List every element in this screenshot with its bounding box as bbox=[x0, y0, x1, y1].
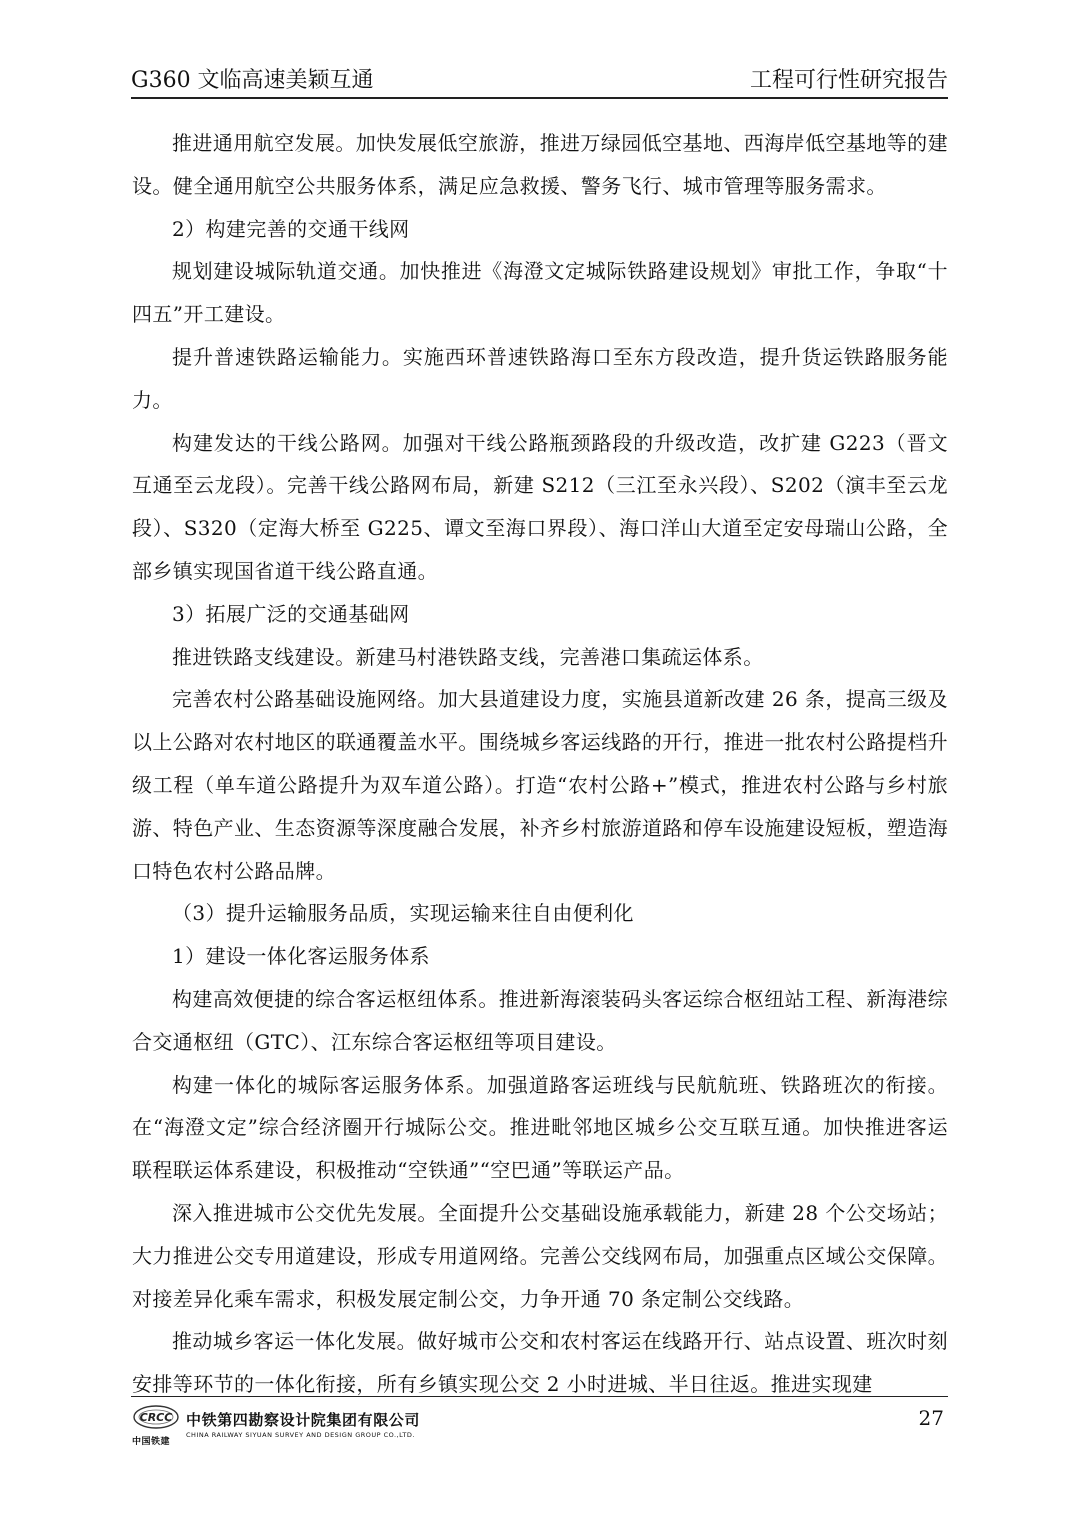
subheading-2: 2）构建完善的交通干线网 bbox=[172, 216, 410, 241]
logo-text: 中国铁建 bbox=[132, 1437, 171, 1447]
company-name-cn: 中铁第四勘察设计院集团有限公司 bbox=[186, 1411, 421, 1429]
paragraph-12: 构建一体化的城际客运服务体系。加强道路客运班线与民航航班、铁路班次的衔接。在“海澄文定”综合经济圈开行城际公交。推进毗邻地区城乡公交互联互通。加快推进客运联程联运体系建设，积极推动“空铁通”“空巴通”等联运产品。 bbox=[132, 1072, 948, 1183]
paragraph-13: 深入推进城市公交优先发展。全面提升公交基础设施承载能力，新建 28 个公交场站；大力推进公交专用道建设，形成专用道网络。完善公交线网布局，加强重点区域公交保障。对接差异化乘车需求，积极发展定制公交，力争开通 70 条定制公交线路。 bbox=[132, 1200, 948, 1311]
page-header bbox=[131, 62, 948, 94]
paragraph-4: 提升普速铁路运输能力。实施西环普速铁路海口至东方段改造，提升货运铁路服务能力。 bbox=[132, 344, 948, 412]
paragraph-14: 推动城乡客运一体化发展。做好城市公交和农村客运在线路开行、站点设置、班次时刻安排等环节的一体化衔接，所有乡镇实现公交 2 小时进城、半日往返。推进实现建 bbox=[132, 1329, 948, 1397]
header-left-title: G360 文临高速美颖互通 bbox=[131, 68, 374, 93]
paragraph-1: 推进通用航空发展。加快发展低空旅游，推进万绿园低空基地、西海岸低空基地等的建设。健全通用航空公共服务体系，满足应急救援、警务飞行、城市管理等服务需求。 bbox=[132, 131, 948, 198]
company-name-en: CHINA RAILWAY SIYUAN SURVEY AND DESIGN GROUP CO.,LTD. bbox=[186, 1431, 415, 1439]
paragraph-11: 构建高效便捷的综合客运枢纽体系。推进新海滚装码头客运综合枢纽站工程、新海港综合交通枢纽（GTC）、江东综合客运枢纽等项目建设。 bbox=[132, 986, 948, 1054]
document-body bbox=[132, 122, 948, 1406]
logo-mark-text: CRCC bbox=[139, 1411, 173, 1424]
paragraph-3: 规划建设城际轨道交通。加快推进《海澄文定城际铁路建设规划》审批工作，争取“十四五”开工建设。 bbox=[132, 259, 948, 327]
crcc-logo-icon bbox=[131, 1404, 181, 1434]
header-right-title: 工程可行性研究报告 bbox=[749, 68, 948, 93]
paragraph-5: 构建发达的干线公路网。加强对干线公路瓶颈路段的升级改造，改扩建 G223（晋文互通至云龙段）。完善干线公路网布局，新建 S212（三江至永兴段）、S202（演丰至云龙段）、S320（定海大桥至 G225、谭文至海口界段）、海口洋山大道至定安母瑞山公路，全部乡镇实现国省道干线公路直通。 bbox=[132, 430, 948, 583]
page-number: 27 bbox=[918, 1406, 944, 1430]
footer-rule bbox=[131, 1396, 948, 1397]
subheading-6: 3）拓展广泛的交通基础网 bbox=[172, 601, 410, 626]
paragraph-8: 完善农村公路基础设施网络。加大县道建设力度，实施县道新改建 26 条，提高三级及以上公路对农村地区的联通覆盖水平。围绕城乡客运线路的开行，推进一批农村公路提档升级工程（单车道公路提升为双车道公路）。打造“农村公路+”模式，推进农村公路与乡村旅游、特色产业、生态资源等深度融合发展，补齐乡村旅游道路和停车设施建设短板，塑造海口特色农村公路品牌。 bbox=[132, 687, 948, 883]
subheading-10: 1）建设一体化客运服务体系 bbox=[172, 944, 430, 969]
crcc-logo bbox=[131, 1404, 181, 1448]
paragraph-7: 推进铁路支线建设。新建马村港铁路支线，完善港口集疏运体系。 bbox=[172, 644, 764, 669]
header-rule bbox=[131, 97, 948, 99]
page-footer bbox=[131, 1404, 948, 1454]
section-heading-9: （3）提升运输服务品质，实现运输来往自由便利化 bbox=[172, 901, 634, 926]
